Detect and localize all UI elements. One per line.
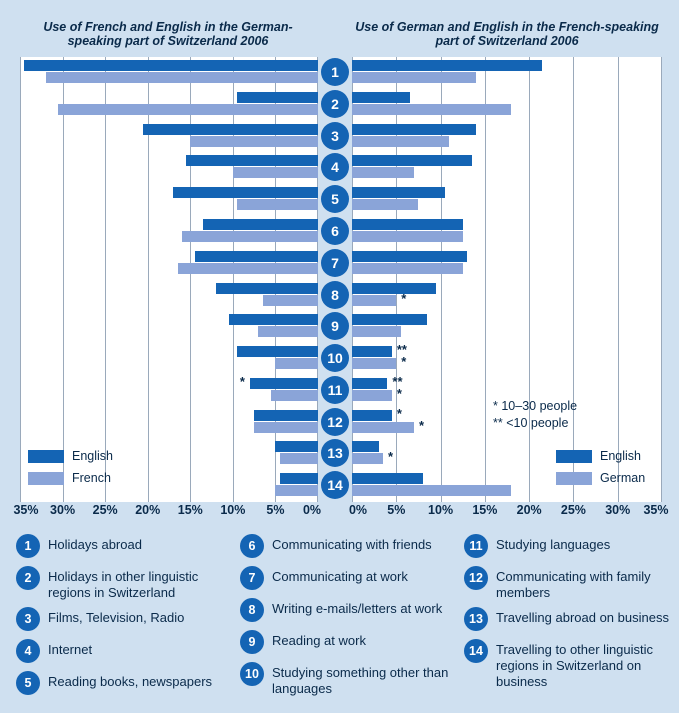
- axis-tick-label: 25%: [560, 503, 586, 517]
- axis-tick-label: 35%: [13, 503, 39, 517]
- key-label: Travelling abroad on business: [496, 610, 669, 625]
- key-label: Studying something other than languages: [272, 665, 449, 696]
- key-label: Communicating at work: [272, 569, 408, 584]
- key-label: Writing e-mails/letters at work: [272, 601, 443, 616]
- category-number: 9: [321, 312, 349, 340]
- key-label: Travelling to other linguistic regions in Switzerland on business: [496, 642, 654, 689]
- key-number: 3: [16, 607, 40, 631]
- bar-german: [352, 72, 476, 83]
- axis-tick-label: 10%: [428, 503, 454, 517]
- category-number: 2: [321, 90, 349, 118]
- table-row: [20, 248, 318, 280]
- key-number: 10: [240, 662, 264, 686]
- list-item: [464, 566, 674, 601]
- bar-german: [352, 136, 449, 147]
- list-item: [240, 662, 455, 697]
- axis-tick-label: 5%: [266, 503, 285, 517]
- bar-english: [143, 124, 318, 135]
- table-row: [20, 311, 318, 343]
- key-label: Studying languages: [496, 537, 611, 552]
- chart-panel-left: [20, 57, 318, 502]
- legend-label: German: [600, 471, 646, 485]
- axis-tick-label: 0%: [348, 503, 368, 517]
- table-row: [352, 216, 662, 248]
- category-number: 7: [321, 249, 349, 277]
- key-number: 6: [240, 534, 264, 558]
- list-item: [16, 607, 231, 633]
- bar-english: [24, 60, 318, 71]
- category-number: 6: [321, 217, 349, 245]
- key-label: Films, Television, Radio: [48, 610, 185, 625]
- bar-french: [254, 422, 318, 433]
- chart-panel-right: [352, 57, 662, 502]
- bar-english: [173, 187, 318, 198]
- key-number: 11: [464, 534, 488, 558]
- key-number: 1: [16, 534, 40, 558]
- bar-english: [352, 410, 392, 421]
- bar-english: [352, 251, 467, 262]
- legend-label: English: [72, 449, 113, 463]
- list-item: [240, 598, 455, 624]
- axis-tick-label: 15%: [472, 503, 498, 517]
- list-item: [464, 639, 674, 690]
- category-number: 5: [321, 185, 349, 213]
- category-number: 8: [321, 281, 349, 309]
- significance-marker: **: [396, 342, 407, 358]
- category-number: 14: [321, 471, 349, 499]
- bar-french: [280, 453, 318, 464]
- category-number: 12: [321, 408, 349, 436]
- category-key: [8, 534, 671, 704]
- bar-german: [352, 263, 463, 274]
- axis-tick-label: 0%: [302, 503, 322, 517]
- key-number: 5: [16, 671, 40, 695]
- bar-english: [352, 187, 445, 198]
- category-number: 10: [321, 344, 349, 372]
- bar-english: [352, 346, 392, 357]
- key-column-2: [240, 534, 455, 703]
- bar-french: [46, 72, 318, 83]
- bar-english: [352, 314, 427, 325]
- significance-marker: *: [401, 354, 407, 370]
- key-label: Holidays abroad: [48, 537, 142, 552]
- bar-french: [233, 167, 318, 178]
- significance-marker: *: [239, 373, 245, 389]
- bar-german: [352, 485, 511, 496]
- table-row: [352, 248, 662, 280]
- significance-marker: *: [388, 449, 394, 465]
- bar-english: [352, 92, 410, 103]
- key-label: Communicating with family members: [496, 569, 651, 600]
- bar-english: [352, 378, 387, 389]
- significance-marker: **: [392, 373, 403, 389]
- footnote: [493, 398, 577, 432]
- list-item: [464, 534, 674, 560]
- key-number: 8: [240, 598, 264, 622]
- table-row: [352, 184, 662, 216]
- significance-marker: *: [396, 405, 402, 421]
- bars-left: [20, 57, 318, 502]
- bar-english: [237, 92, 318, 103]
- bar-french: [275, 358, 318, 369]
- x-axis-left: [13, 503, 322, 519]
- list-item: [240, 630, 455, 656]
- bar-english: [237, 346, 318, 357]
- axis-tick-label: 20%: [135, 503, 161, 517]
- bar-french: [258, 326, 318, 337]
- bar-french: [271, 390, 318, 401]
- key-column-3: [464, 534, 674, 696]
- list-item: [16, 566, 231, 601]
- table-row: [352, 311, 662, 343]
- key-number: 14: [464, 639, 488, 663]
- x-axis-right: [348, 503, 669, 519]
- bar-english: [352, 441, 379, 452]
- table-row: [20, 89, 318, 121]
- list-item: [16, 534, 231, 560]
- table-row: [20, 375, 318, 407]
- category-number: 11: [321, 376, 349, 404]
- bar-english: [216, 283, 318, 294]
- key-number: 2: [16, 566, 40, 590]
- axis-tick-label: 30%: [605, 503, 631, 517]
- bar-english: [352, 155, 472, 166]
- bar-english: [352, 219, 463, 230]
- bar-english: [275, 441, 318, 452]
- key-number: 7: [240, 566, 264, 590]
- table-row: [20, 470, 318, 502]
- table-row: [20, 280, 318, 312]
- axis-tick-label: 10%: [220, 503, 246, 517]
- legend-swatch: [28, 472, 64, 485]
- footnote-line: ** <10 people: [493, 416, 569, 430]
- bar-english: [352, 60, 542, 71]
- table-row: [20, 438, 318, 470]
- category-number: 4: [321, 153, 349, 181]
- key-number: 9: [240, 630, 264, 654]
- category-number-column: [318, 57, 352, 502]
- legend-swatch: [28, 450, 64, 463]
- list-item: [464, 607, 674, 633]
- table-row: [20, 216, 318, 248]
- list-item: [16, 639, 231, 665]
- legend-swatch: [556, 472, 592, 485]
- table-row: [352, 152, 662, 184]
- bar-german: [352, 390, 392, 401]
- axis-tick-label: 5%: [387, 503, 406, 517]
- list-item: [240, 534, 455, 560]
- bar-german: [352, 422, 414, 433]
- bar-german: [352, 358, 396, 369]
- axis-tick-label: 35%: [643, 503, 669, 517]
- chart-title-right: Use of German and English in the French-speaking part of Switzerland 2006: [355, 20, 659, 48]
- table-row: [20, 343, 318, 375]
- axis-tick-label: 25%: [92, 503, 118, 517]
- category-number: 3: [321, 122, 349, 150]
- category-number: 13: [321, 439, 349, 467]
- bar-french: [263, 295, 318, 306]
- bar-english: [203, 219, 318, 230]
- bar-french: [190, 136, 318, 147]
- key-column-1: [16, 534, 231, 703]
- key-label: Internet: [48, 642, 93, 657]
- bar-german: [352, 167, 414, 178]
- list-item: [240, 566, 455, 592]
- table-row: [20, 57, 318, 89]
- significance-marker: *: [396, 385, 402, 401]
- key-label: Holidays in other linguistic regions in Switzerland: [48, 569, 199, 600]
- bar-english: [250, 378, 318, 389]
- chart-title-left: Use of French and English in the German-speaking part of Switzerland 2006: [43, 20, 293, 48]
- table-row: [352, 57, 662, 89]
- table-row: [20, 121, 318, 153]
- key-label: Reading at work: [272, 633, 366, 648]
- significance-marker: *: [401, 290, 407, 306]
- key-label: Reading books, newspapers: [48, 674, 213, 689]
- bar-german: [352, 326, 401, 337]
- key-number: 13: [464, 607, 488, 631]
- axis-tick-label: 15%: [177, 503, 203, 517]
- significance-marker: *: [419, 417, 425, 433]
- bar-english: [254, 410, 318, 421]
- axis-tick-label: 20%: [516, 503, 542, 517]
- bar-french: [275, 485, 318, 496]
- bar-german: [352, 199, 418, 210]
- legend-swatch: [556, 450, 592, 463]
- legend-label: French: [72, 471, 111, 485]
- table-row: [352, 343, 662, 375]
- bar-english: [229, 314, 318, 325]
- key-label: Communicating with friends: [272, 537, 432, 552]
- bar-german: [352, 295, 396, 306]
- table-row: [20, 184, 318, 216]
- bar-german: [352, 231, 463, 242]
- category-number: 1: [321, 58, 349, 86]
- table-row: [352, 89, 662, 121]
- bar-german: [352, 104, 511, 115]
- key-number: 12: [464, 566, 488, 590]
- bar-english: [195, 251, 318, 262]
- bar-french: [178, 263, 318, 274]
- key-number: 4: [16, 639, 40, 663]
- table-row: [352, 280, 662, 312]
- axis-tick-label: 30%: [50, 503, 76, 517]
- bar-english: [186, 155, 318, 166]
- bar-english: [280, 473, 318, 484]
- bars-right: [352, 57, 662, 502]
- list-item: [16, 671, 231, 697]
- table-row: [20, 407, 318, 439]
- bar-french: [237, 199, 318, 210]
- bar-english: [352, 124, 476, 135]
- bar-english: [352, 283, 436, 294]
- bar-german: [352, 453, 383, 464]
- bar-french: [58, 104, 318, 115]
- bar-english: [352, 473, 423, 484]
- bar-french: [182, 231, 318, 242]
- table-row: [20, 152, 318, 184]
- legend-label: English: [600, 449, 641, 463]
- table-row: [352, 121, 662, 153]
- footnote-line: * 10–30 people: [493, 399, 578, 413]
